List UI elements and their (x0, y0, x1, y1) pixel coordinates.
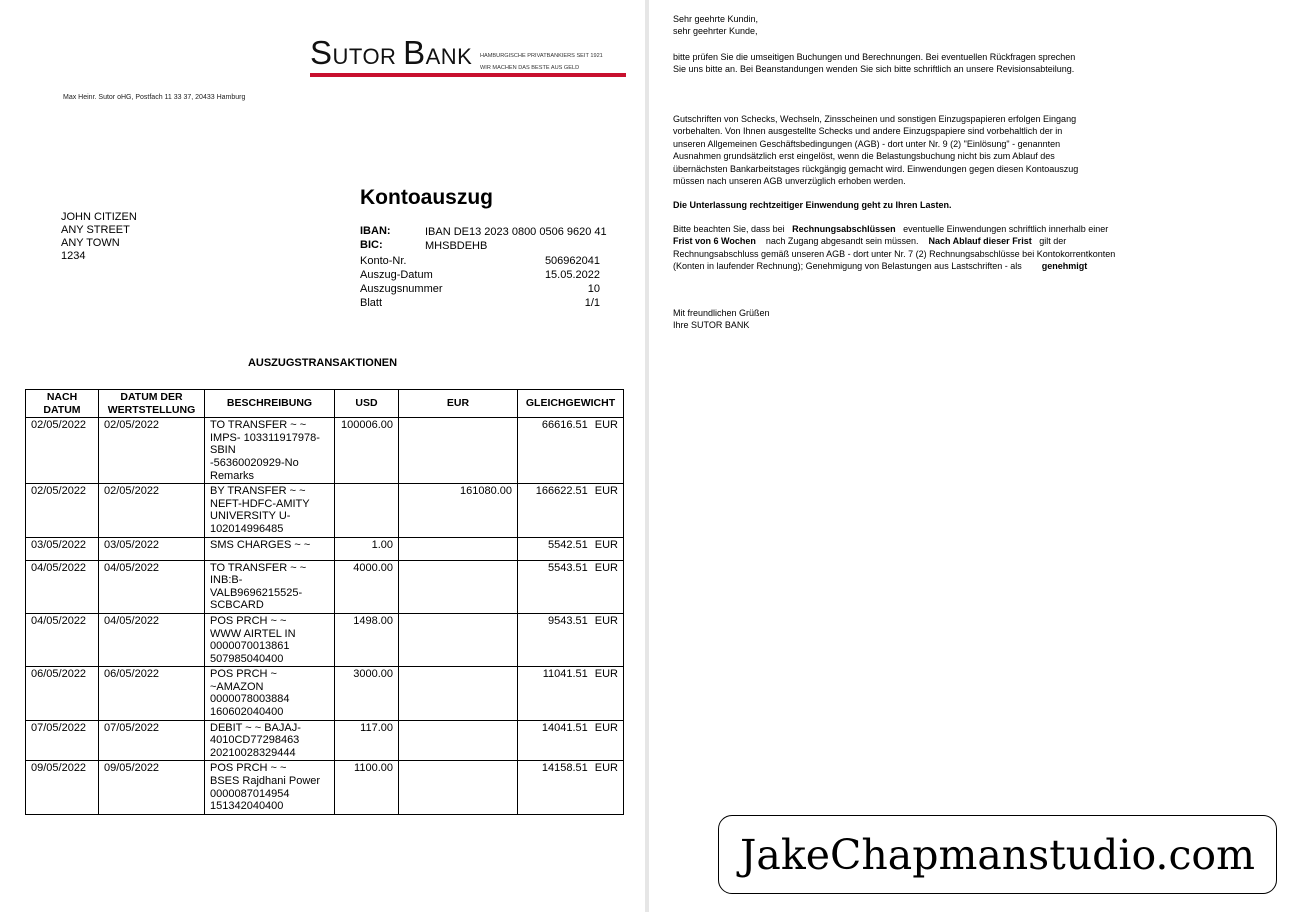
balance-amount: 5543.51 (548, 561, 588, 574)
balance-cell (518, 667, 624, 720)
recipient-address (61, 211, 137, 263)
balance-cell (518, 761, 624, 814)
table-header-row (26, 390, 624, 418)
balance-cell (518, 537, 624, 560)
table-row (26, 720, 624, 761)
balance-amount: 66616.51 (541, 419, 588, 432)
review-paragraph: bitte prüfen Sie die umseitigen Buchungen und Berechnungen. Bei eventuellen Rückfragen sprechen Sie uns bitte an. Bei Beanstandungen wenden Sie sich bitte schriftlich an unsere Revisionsabteilung. (673, 52, 1076, 75)
logo-accent-bar (310, 73, 626, 77)
iban-label: IBAN: (360, 225, 391, 237)
column-header: BESCHREIBUNG (205, 390, 335, 418)
balance-cell (518, 613, 624, 666)
transactions-table (25, 389, 624, 815)
bic-value: MHSBDEHB (425, 240, 488, 252)
description-cell: SMS CHARGES ~ ~ (205, 537, 335, 560)
sheet-value: 1/1 (584, 297, 600, 309)
statement-number-label: Auszugsnummer (360, 283, 443, 295)
sheet-label: Blatt (360, 297, 383, 309)
account-number-value: 506962041 (544, 255, 600, 267)
date-cell: 04/05/2022 (26, 613, 99, 666)
balance-amount: 5542.51 (548, 538, 588, 551)
usd-cell: 1498.00 (335, 613, 399, 666)
balance-currency: EUR (594, 538, 618, 551)
value-date-cell: 02/05/2022 (99, 484, 205, 537)
balance-amount: 166622.51 (535, 485, 588, 498)
balance-cell (518, 560, 624, 613)
eur-cell (399, 761, 518, 814)
balance-currency: EUR (594, 561, 618, 574)
balance-currency: EUR (594, 762, 618, 775)
closing: Mit freundlichen Grüßen Ihre SUTOR BANK (673, 308, 770, 331)
eur-cell (399, 613, 518, 666)
table-row (26, 537, 624, 560)
recipient-street: ANY STREET (61, 224, 130, 236)
date-cell: 06/05/2022 (26, 667, 99, 720)
watermark: JakeChapmanstudio.com (718, 815, 1277, 894)
balance-amount: 11041.51 (542, 668, 588, 681)
balance-cell (518, 484, 624, 537)
statement-date-value: 15.05.2022 (544, 269, 600, 281)
recipient-code: 1234 (61, 250, 86, 262)
eur-cell (399, 560, 518, 613)
terms-page (649, 0, 1294, 912)
value-date-cell: 04/05/2022 (99, 613, 205, 666)
bank-logo-tagline: HAMBURGISCHE PRIVATBANKIERS SEIT 1921 WIR MACHEN DAS BESTE AUS GELD (480, 53, 603, 71)
table-row (26, 761, 624, 814)
statement-date-label: Auszug-Datum (360, 269, 433, 281)
column-header: DATUM DER WERTSTELLUNG (99, 390, 205, 418)
page-title: Kontoauszug (360, 186, 493, 209)
balance-cell (518, 720, 624, 761)
table-row (26, 418, 624, 484)
balance-currency: EUR (594, 419, 618, 432)
statement-page (0, 0, 645, 912)
date-cell: 02/05/2022 (26, 418, 99, 484)
section-title: AUSZUGSTRANSAKTIONEN (247, 357, 398, 369)
usd-cell: 4000.00 (335, 560, 399, 613)
description-cell: POS PRCH ~ ~ WWW AIRTEL IN 0000070013861 507985040400 (205, 613, 335, 666)
statement-number-value: 10 (587, 283, 600, 295)
description-cell: DEBIT ~ ~ BAJAJ- 4010CD77298463 20210028329444 (205, 720, 335, 761)
table-row (26, 560, 624, 613)
iban-value: IBAN DE13 2023 0800 0506 9620 41 (425, 226, 607, 238)
value-date-cell: 06/05/2022 (99, 667, 205, 720)
balance-currency: EUR (594, 614, 618, 627)
description-cell: BY TRANSFER ~ ~ NEFT-HDFC-AMITY UNIVERSITY U- 102014996485 (205, 484, 335, 537)
table-row (26, 613, 624, 666)
collection-paragraph: Gutschriften von Schecks, Wechseln, Zinsscheinen und sonstigen Einzugspapieren erfolgen Eingang vorbehalten. Von Ihnen ausgestellte Schecks und andere Einzugspapiere sind vorbehaltlich der in unseren Allgemeinen Geschäftsbedingungen (AGB) - dort unter Nr. 9 (2) "Einlösung" - genannten Ausnahmen grundsätzlich erst eingelöst, wenn die Belastungsbuchung nicht bis zum Ablauf des übernächsten Bankarbeitstages rückgängig gemacht wird. Einwendungen gegen diesen Kontoauszug müssen nach unseren AGB unverzüglich erhoben werden. (673, 114, 1079, 187)
recipient-name: JOHN CITIZEN (61, 211, 137, 223)
usd-cell: 100006.00 (335, 418, 399, 484)
bic-label: BIC: (360, 239, 383, 251)
usd-cell (335, 484, 399, 537)
balance-amount: 9543.51 (548, 614, 588, 627)
eur-cell (399, 720, 518, 761)
salutation: Sehr geehrte Kundin, sehr geehrter Kunde, (673, 14, 759, 37)
date-cell: 04/05/2022 (26, 560, 99, 613)
deadline-paragraph: Bitte beachten Sie, dass bei Rechnungsabschlüssen eventuelle Einwendungen schriftlich innerhalb einer Frist von 6 Wochen nach Zugang abgesandt sein müssen. Nach Ablauf dieser Frist gilt der Rechnungsabschluss gemäß unseren AGB - dort unter Nr. 7 (2) Rechnungsabschlüsse bei Kontokorrentkonten (Konten in laufender Rechnung); Genehmigung von Belastungen aus Lastschriften - als genehmigt (673, 224, 1116, 272)
bank-logo (310, 36, 626, 80)
recipient-town: ANY TOWN (61, 237, 120, 249)
description-cell: TO TRANSFER ~ ~ IMPS- 103311917978- SBIN -56360020929-No Remarks (205, 418, 335, 484)
date-cell: 03/05/2022 (26, 537, 99, 560)
column-header: EUR (399, 390, 518, 418)
description-cell: POS PRCH ~ ~AMAZON 0000078003884 160602040400 (205, 667, 335, 720)
usd-cell: 3000.00 (335, 667, 399, 720)
balance-currency: EUR (594, 485, 618, 498)
value-date-cell: 09/05/2022 (99, 761, 205, 814)
value-date-cell: 07/05/2022 (99, 720, 205, 761)
date-cell: 09/05/2022 (26, 761, 99, 814)
usd-cell: 1100.00 (335, 761, 399, 814)
column-header: NACH DATUM (26, 390, 99, 418)
usd-cell: 1.00 (335, 537, 399, 560)
balance-cell (518, 418, 624, 484)
date-cell: 02/05/2022 (26, 484, 99, 537)
value-date-cell: 02/05/2022 (99, 418, 205, 484)
balance-amount: 14041.51 (541, 721, 588, 734)
account-number-label: Konto-Nr. (360, 255, 407, 267)
eur-cell (399, 667, 518, 720)
sender-address-line: Max Heinr. Sutor oHG, Postfach 11 33 37, 20433 Hamburg (63, 94, 246, 101)
value-date-cell: 03/05/2022 (99, 537, 205, 560)
eur-cell (399, 418, 518, 484)
balance-currency: EUR (594, 721, 618, 734)
table-row (26, 484, 624, 537)
bank-logo-wordmark: SUTOR BANK (310, 34, 473, 71)
usd-cell: 117.00 (335, 720, 399, 761)
balance-currency: EUR (594, 668, 618, 681)
balance-amount: 14158.51 (541, 762, 588, 775)
eur-cell: 161080.00 (399, 484, 518, 537)
column-header: USD (335, 390, 399, 418)
table-row (26, 667, 624, 720)
date-cell: 07/05/2022 (26, 720, 99, 761)
eur-cell (399, 537, 518, 560)
description-cell: TO TRANSFER ~ ~ INB:B- VALB9696215525- SCBCARD (205, 560, 335, 613)
column-header: GLEICHGEWICHT (518, 390, 624, 418)
warning-paragraph: Die Unterlassung rechtzeitiger Einwendung geht zu Ihren Lasten. (673, 200, 952, 210)
value-date-cell: 04/05/2022 (99, 560, 205, 613)
description-cell: POS PRCH ~ ~ BSES Rajdhani Power 0000087014954 151342040400 (205, 761, 335, 814)
